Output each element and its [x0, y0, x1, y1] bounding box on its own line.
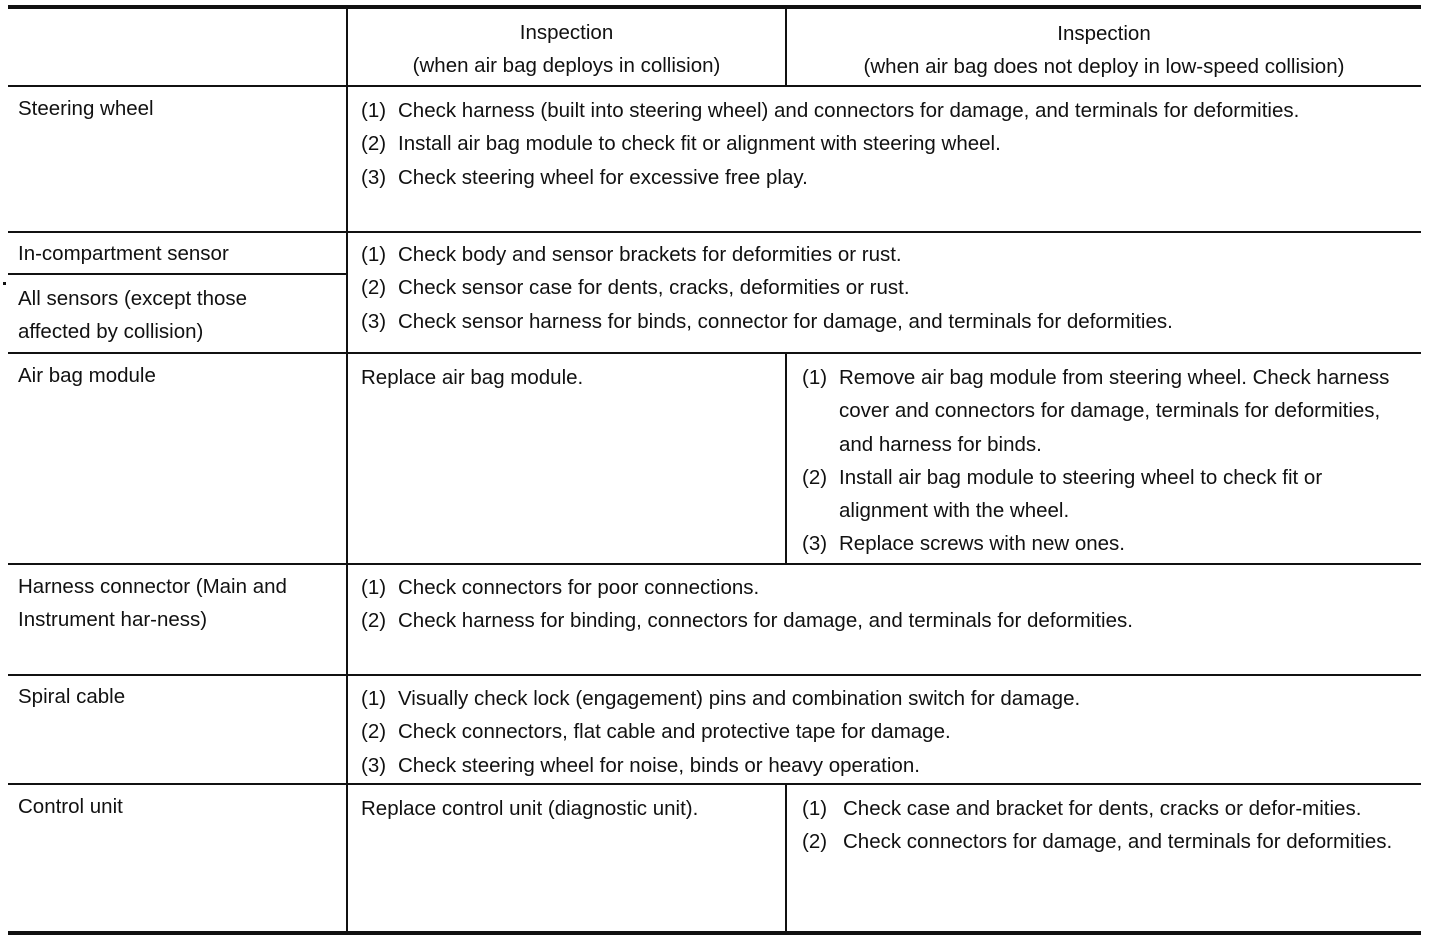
item-number: (3) — [361, 753, 387, 777]
row-label-spiral-cable: Spiral cable — [18, 685, 126, 708]
row-divider — [8, 231, 1421, 233]
row-divider — [8, 674, 1421, 676]
item-number: (1) — [361, 687, 387, 710]
item-text: Check harness (built into steering wheel) and connectors for damage, and terminals for deformities. — [398, 99, 1300, 122]
item-number: (2) — [361, 132, 387, 156]
air-bag-module-no-deploy — [802, 361, 1407, 561]
control-unit-deploy: Replace control unit (diagnostic unit). — [361, 797, 699, 820]
item-text: Check steering wheel for excessive free play. — [398, 165, 808, 189]
item-text: Install air bag module to steering wheel to check fit or alignment with the wheel. — [839, 465, 1323, 523]
row-label-all-sensors: All sensors (except those affected by collision) — [18, 287, 248, 344]
list-item — [361, 604, 1411, 637]
item-number: (2) — [802, 830, 828, 854]
air-bag-module-deploy: Replace air bag module. — [361, 366, 584, 389]
item-text: Check connectors, flat cable and protective tape for damage. — [398, 720, 951, 744]
row-label-steering-wheel: Steering wheel — [18, 97, 154, 120]
header-deploy — [348, 16, 785, 82]
item-text: Visually check lock (engagement) pins and combination switch for damage. — [398, 687, 1081, 710]
item-text: Check connectors for poor connections. — [398, 576, 760, 599]
header-deploy-subtitle: (when air bag deploys in collision) — [412, 54, 721, 77]
item-text: Remove air bag module from steering wheel. Check harness cover and connectors for damage, terminals for deformities, and harness for binds. — [839, 366, 1390, 456]
list-item — [361, 271, 1411, 304]
item-number: (1) — [361, 243, 387, 266]
row-divider — [8, 783, 1421, 785]
harness-connector-inspection — [361, 571, 1411, 638]
item-text: Check body and sensor brackets for deformities or rust. — [398, 243, 902, 266]
column-divider — [785, 784, 787, 933]
spiral-cable-inspection — [361, 682, 1411, 782]
list-item — [361, 305, 1411, 338]
item-number: (2) — [802, 465, 828, 489]
header-bottom-rule — [8, 85, 1421, 87]
list-item — [361, 715, 1411, 748]
list-item — [361, 161, 1401, 194]
sensors-inspection — [361, 238, 1411, 338]
item-text: Check connectors for damage, and terminals for deformities. — [843, 830, 1393, 854]
item-text: Check sensor case for dents, cracks, deformities or rust. — [398, 276, 910, 300]
row-divider — [8, 273, 347, 275]
list-item — [802, 527, 1407, 560]
item-number: (1) — [361, 576, 387, 599]
row-label-control-unit: Control unit — [18, 795, 123, 818]
steering-wheel-inspection — [361, 94, 1401, 194]
header-deploy-title: Inspection — [519, 21, 614, 44]
list-item — [802, 792, 1412, 825]
header-no-deploy-title: Inspection — [1057, 22, 1151, 45]
item-text: Check sensor harness for binds, connector for damage, and terminals for deformities. — [398, 309, 1173, 333]
list-item — [802, 461, 1407, 528]
row-label-in-compartment-sensor: In-compartment sensor — [18, 242, 229, 265]
row-label-air-bag-module: Air bag module — [18, 364, 156, 387]
column-divider — [346, 7, 348, 933]
item-number: (1) — [361, 99, 387, 122]
item-number: (1) — [802, 797, 828, 820]
item-number: (2) — [361, 609, 387, 633]
stray-mark — [3, 282, 6, 285]
list-item — [361, 682, 1411, 715]
item-number: (3) — [802, 532, 828, 556]
header-no-deploy — [787, 17, 1421, 83]
list-item — [361, 238, 1411, 271]
item-number: (1) — [802, 366, 828, 389]
list-item — [802, 825, 1412, 858]
item-number: (3) — [361, 309, 387, 333]
list-item — [361, 571, 1411, 604]
table-bottom-rule — [8, 931, 1421, 935]
item-text: Replace screws with new ones. — [839, 532, 1125, 556]
row-label-harness-connector: Harness connector (Main and Instrument har-ness) — [18, 575, 287, 632]
table-top-rule — [8, 5, 1421, 9]
item-text: Check steering wheel for noise, binds or heavy operation. — [398, 753, 920, 777]
item-number: (2) — [361, 276, 387, 300]
header-no-deploy-subtitle: (when air bag does not deploy in low-speed collision) — [863, 55, 1345, 78]
column-divider — [785, 353, 787, 564]
list-item — [361, 127, 1401, 160]
item-number: (3) — [361, 165, 387, 189]
row-divider — [8, 352, 1421, 354]
item-number: (2) — [361, 720, 387, 744]
row-divider — [8, 563, 1421, 565]
item-text: Check case and bracket for dents, cracks or defor-mities. — [843, 797, 1362, 820]
item-text: Install air bag module to check fit or alignment with steering wheel. — [398, 132, 1001, 156]
item-text: Check harness for binding, connectors for damage, and terminals for deformities. — [398, 609, 1133, 633]
control-unit-no-deploy — [802, 792, 1412, 859]
list-item — [802, 361, 1407, 461]
list-item — [361, 749, 1411, 782]
list-item — [361, 94, 1401, 127]
